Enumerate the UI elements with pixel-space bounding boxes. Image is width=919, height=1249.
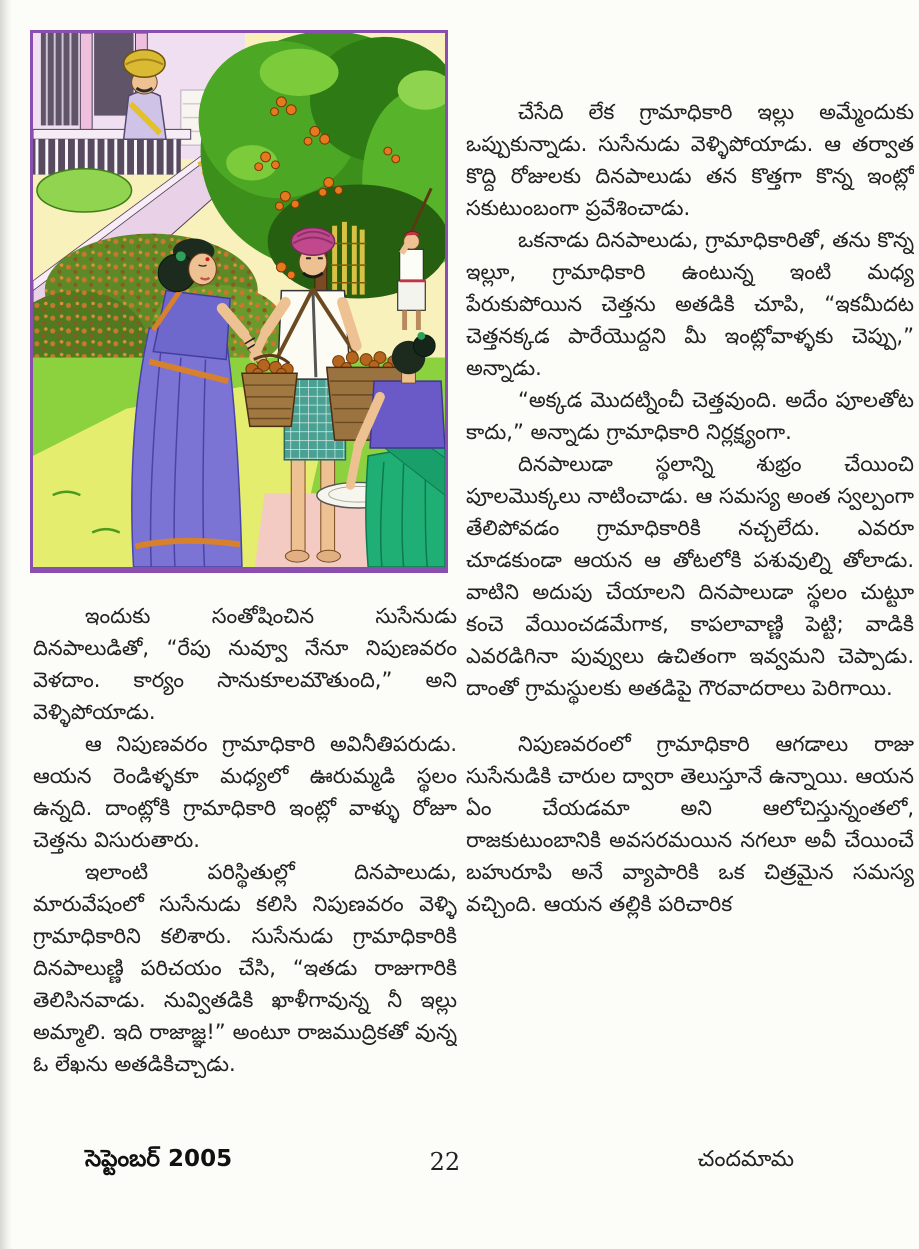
right-column [466, 96, 914, 1122]
footer-magazine-title: చందమామ [697, 1147, 794, 1172]
story-paragraph: ఆ నిపుణవరం గ్రామాధికారి అవినీతిపరుడు. ఆయన రెండిళ్ళకూ మధ్యలో ఊరుమ్మడి స్థలం ఉన్నది. దాంట్లోకి గ్రామాధికారి ఇంట్లో వాళ్ళు రోజూ చెత్తను విసురుతారు. [33, 732, 457, 852]
footer-page-number: 22 [429, 1148, 461, 1176]
scan-edge [0, 0, 12, 1249]
page-footer [30, 1142, 889, 1182]
story-paragraph: ఇందుకు సంతోషించిన సుసేనుడు దినపాలుడితో, “రేపు నువ్వూ నేనూ నిపుణవరం వెళదాం. కార్యం సానుకూలమౌతుంది,” అని వెళ్ళిపోయాడు. [33, 604, 457, 724]
story-paragraph: ఒకనాడు దినపాలుడు, గ్రామాధికారితో, తను కొన్న ఇల్లూ, గ్రామాధికారి ఉంటున్న ఇంటి మధ్య పేరుకుపోయిన చెత్తను అతడికి చూపి, “ఇకమీదట చెత్తనక్కడ పారేయొద్దని మీ ఇంట్లోవాళ్ళకు చెప్పు,” అన్నాడు. [466, 228, 914, 380]
story-paragraph: చేసేది లేక గ్రామాధికారి ఇల్లు అమ్మేందుకు ఒప్పుకున్నాడు. సుసేనుడు వెళ్ళిపోయాడు. ఆ తర్వాత కొద్ది రోజులకు దినపాలుడు తన కొత్తగా కొన్న ఇంట్లో సకుటుంబంగా ప్రవేశించాడు. [466, 100, 914, 220]
story-paragraph: “అక్కడ మొదట్నించీ చెత్తవుంది. అదేం పూలతోట కాదు,” అన్నాడు గ్రామాధికారి నిర్లక్ష్యంగా. [466, 388, 914, 444]
footer-issue-date: సెప్టెంబర్ 2005 [85, 1146, 233, 1172]
story-paragraph: ఇలాంటి పరిస్థితుల్లో దినపాలుడు, మారువేషంలో సుసేనుడు కలిసి నిపుణవరం వెళ్ళి గ్రామాధికారిని కలిశారు. సుసేనుడు గ్రామాధికారికి దినపాలుణ్ణి పరిచయం చేసి, “ఇతడు రాజుగారికి తెలిసినవాడు. నువ్వితడికి ఖాళీగావున్న నీ ఇల్లు అమ్మాలి. ఇది రాజాజ్ఞ!” అంటూ రాజముద్రికతో వున్న ఓ లేఖను అతడికిచ్చాడు. [33, 860, 457, 1076]
snack-basket-left [242, 355, 297, 426]
illustration-scene [33, 33, 445, 567]
story-paragraph: దినపాలుడా స్థలాన్ని శుభ్రం చేయించి పూలమొక్కలు నాటించాడు. ఆ సమస్య అంత స్వల్పంగా తేలిపోవడం గ్రామాధికారికి నచ్చలేదు. ఎవరూ చూడకుండా ఆయన ఆ తోటలోకి పశువుల్ని తోలాడు. వాటిని అదుపు చేయాలని దినపాలుడా స్థలం చుట్టూ కంచె వేయించడమేగాక, కాపలావాణ్ణి పెట్టి; వాడికి ఎవరడిగినా పువ్వులు ఉచితంగా ఇవ్వమని చెప్పాడు. దాంతో గ్రామస్థులకు అతడిపై గౌరవాదరాలు పెరిగాయి. [466, 452, 914, 700]
story-illustration [30, 30, 448, 573]
story-paragraph: నిపుణవరంలో గ్రామాధికారి ఆగడాలు రాజు సుసేనుడికి చారుల ద్వారా తెలుస్తూనే ఉన్నాయి. ఆయన ఏం చేయడమా అని ఆలోచిస్తున్నంతలో, రాజకుటుంబానికి అవసరమయిన నగలూ అవీ చేయించే బహురూపి అనే వ్యాపారికి ఒక చిత్రమైన సమస్య వచ్చింది. ఆయన తల్లికి పరిచారిక [466, 732, 914, 916]
left-column [33, 600, 457, 1136]
